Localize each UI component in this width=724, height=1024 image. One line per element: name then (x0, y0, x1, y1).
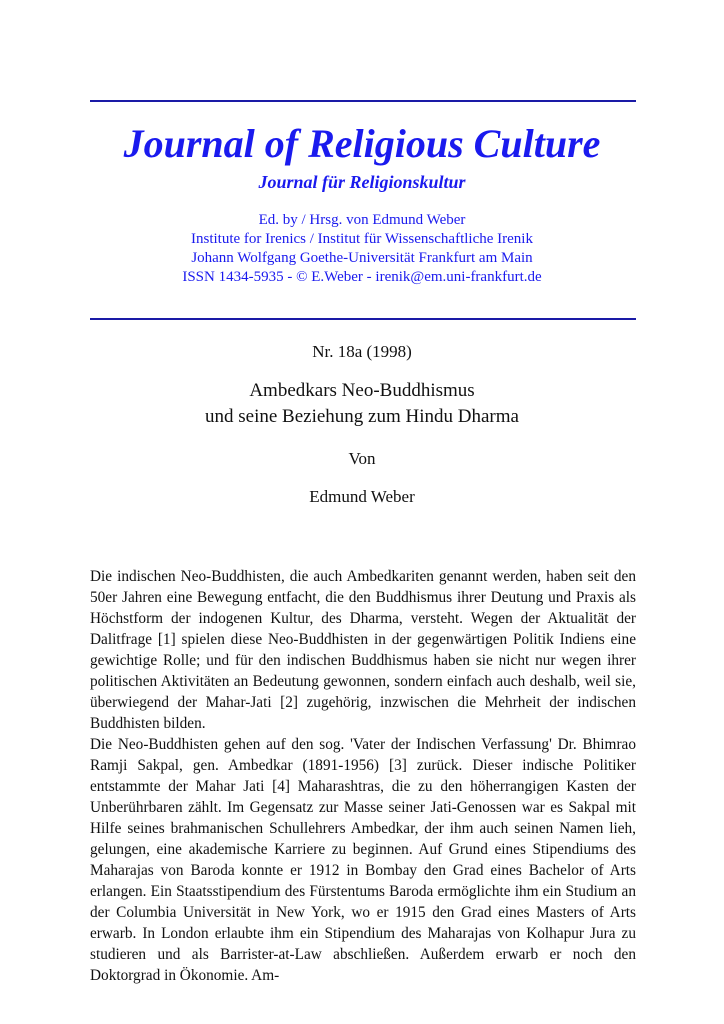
body-paragraph: Die indischen Neo-Buddhisten, die auch Ambedkariten genannt werden, haben seit den 50er Jahren eine Bewegung entfacht, die den Buddhismus ihrer Deutung und Praxis als Höchstform der indogenen Kultur, des Dharma, versteht. Wegen der Aktualität der Dalitfrage [1] spielen diese Neo-Buddhisten in der gegenwärtigen Politik Indiens eine gewichtige Rolle; und für den indischen Buddhismus haben sie nicht nur wegen ihrer politischen Aktivitäten an Bedeutung gewonnen, sondern einfach auch deshalb, weil sie, überwiegend der Mahar-Jati [2] zugehörig, inzwischen die Mehrheit der indischen Buddhisten bilden. (90, 568, 636, 732)
header-top-rule (90, 100, 636, 102)
article-body (90, 566, 636, 986)
header-bottom-rule (90, 318, 636, 320)
journal-title: Journal of Religious Culture (123, 121, 601, 166)
university-line: Johann Wolfgang Goethe-Universität Frankfurt am Main (191, 250, 533, 266)
article-title-line-1: Ambedkars Neo-Buddhismus (249, 380, 475, 401)
by-label: Von (348, 449, 376, 468)
issue-number: Nr. 18a (1998) (312, 342, 412, 361)
author-name: Edmund Weber (309, 487, 415, 506)
body-paragraph: Die Neo-Buddhisten gehen auf den sog. 'Vater der Indischen Verfassung' Dr. Bhimrao Ramji Sakpal, gen. Ambedkar (1891-1956) [3] zurück. Dieser indische Politiker entstammte der Mahar Jati [4] Maharashtras, die zu den höherrangigen Kasten der Unberührbaren zählt. Im Gegensatz zur Masse seiner Jati-Genossen war es Sakpal mit Hilfe seines brahmanischen Schullehrers Ambedkar, der ihm auch seinen Namen lieh, gelungen, eine akademische Karriere zu beginnen. Auf Grund eines Stipendiums des Maharajas von Baroda konnte er 1912 in Bombay den Grad eines Bachelor of Arts erlangen. Ein Staatsstipendium des Fürstentums Baroda ermöglichte ihm ein Studium an der Columbia Universität in New York, wo er 1915 den Grad eines Masters of Arts erwarb. In London erlaubte ihm ein Stipendium des Maharajas von Kolhapur Jura zu studieren und als Barrister-at-Law abschließen. Außerdem erwarb er noch den Doktorgrad in Ökonomie. Am- (90, 736, 636, 984)
issn-line: ISSN 1434-5935 - © E.Weber - irenik@em.uni-frankfurt.de (182, 269, 542, 285)
institute-line: Institute for Irenics / Institut für Wissenschaftliche Irenik (191, 231, 533, 247)
article-title-line-2: und seine Beziehung zum Hindu Dharma (205, 406, 519, 427)
editor-line: Ed. by / Hrsg. von Edmund Weber (258, 212, 466, 228)
editorial-info (0, 211, 724, 287)
article-title (0, 378, 724, 430)
journal-subtitle: Journal für Religionskultur (258, 172, 466, 192)
